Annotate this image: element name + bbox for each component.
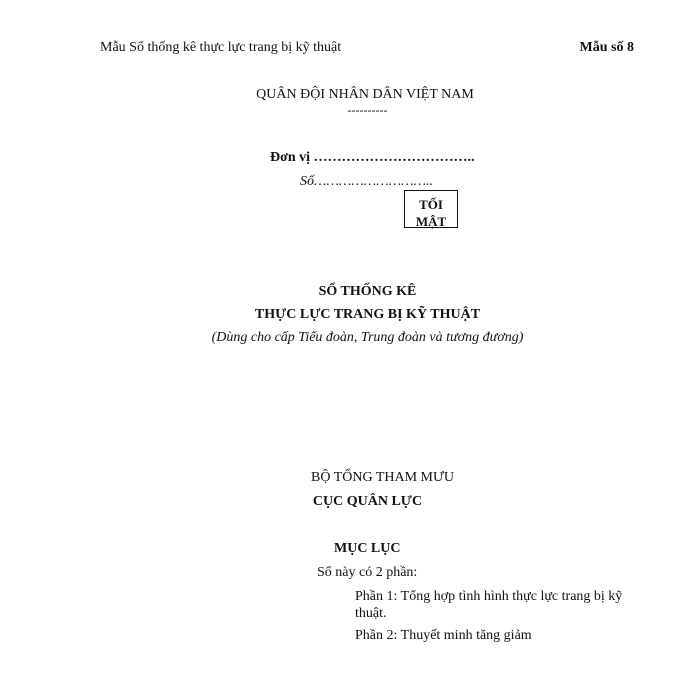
toc-item-1: Phần 1: Tổng hợp tình hình thực lực trang bị kỹ thuật. (355, 589, 623, 621)
issuer-line-1: BỘ TỔNG THAM MƯU (311, 470, 454, 485)
toc-item-2: Phần 2: Thuyết minh tăng giảm (355, 628, 532, 643)
form-title: Mẫu Sổ thống kê thực lực trang bị kỹ thuật (100, 40, 342, 55)
toc-heading: MỤC LỤC (334, 541, 401, 556)
classification-stamp (404, 190, 458, 228)
form-number: Mẫu số 8 (579, 40, 634, 55)
classification-line-2: MẬT (415, 214, 447, 229)
document-title-line-1: SỔ THỐNG KÊ (318, 284, 417, 299)
organization-rule: ---------- (347, 103, 388, 117)
issuer-line-2: CỤC QUÂN LỰC (312, 494, 423, 509)
document-subtitle: (Dùng cho cấp Tiểu đoàn, Trung đoàn và tương đương) (211, 330, 524, 345)
unit-field: Đơn vị …………………………….. (270, 150, 475, 165)
organization-name: QUÂN ĐỘI NHÂN DÂN VIỆT NAM (256, 87, 474, 102)
toc-intro: Sổ này có 2 phần: (317, 565, 418, 580)
classification-line-1: TỐI (419, 197, 443, 212)
document-number-field: Số……………………….. (300, 174, 434, 189)
document-title-line-2: THỰC LỰC TRANG BỊ KỸ THUẬT (254, 307, 481, 322)
